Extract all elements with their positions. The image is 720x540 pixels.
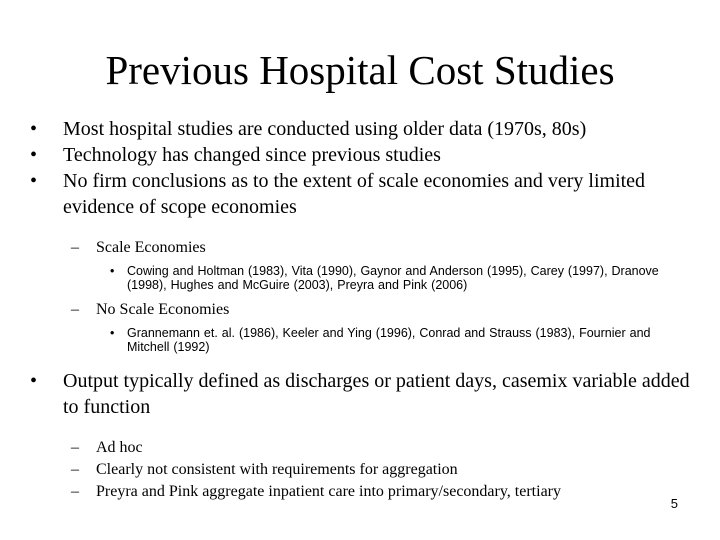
sub-bullet-text: Preyra and Pink aggregate inpatient care into primary/secondary, tertiary: [96, 483, 561, 500]
dash-bullet-icon: –: [71, 239, 79, 256]
slide-title: Previous Hospital Cost Studies: [105, 47, 615, 93]
bullet-text: Technology has changed since previous studies: [63, 144, 441, 166]
bullet-text: Output typically defined as discharges or patient days, casemix variable added to function: [63, 370, 690, 418]
bullet-dot-icon: •: [30, 144, 38, 166]
bullet-dot-icon: •: [110, 264, 115, 278]
bullet-text: Most hospital studies are conducted using older data (1970s, 80s): [63, 118, 587, 140]
detail-bullet-text: Grannemann et. al. (1986), Keeler and Ying (1996), Conrad and Strauss (1983), Fournier and Mitchell (1992): [127, 326, 651, 354]
bullet-dot-icon: •: [30, 370, 38, 392]
detail-bullet-item: [110, 326, 680, 354]
sub-bullet-item: [71, 438, 704, 458]
dash-bullet-icon: –: [71, 461, 79, 478]
dash-bullet-icon: –: [71, 439, 79, 456]
sub-bullet-text: Ad hoc: [96, 439, 143, 456]
bullet-dot-icon: •: [30, 170, 38, 192]
page-number: 5: [670, 496, 678, 511]
sub-bullet-text: Clearly not consistent with requirements for aggregation: [96, 461, 458, 478]
sub-bullet-item: [71, 300, 704, 320]
dash-bullet-icon: –: [71, 301, 79, 318]
sub-bullet-item: [71, 238, 704, 258]
bullet-item: [30, 116, 704, 142]
slide-content: [0, 116, 720, 502]
sub-bullet-text: Scale Economies: [96, 239, 206, 256]
detail-bullet-item: [110, 264, 680, 292]
dash-bullet-icon: –: [71, 483, 79, 500]
sub-bullet-text: No Scale Economies: [96, 301, 230, 318]
bullet-item: [30, 142, 704, 168]
sub-bullet-item: [71, 482, 704, 502]
detail-bullet-text: Cowing and Holtman (1983), Vita (1990), Gaynor and Anderson (1995), Carey (1997), Dranove (1998), Hughes and McGuire (2003), Preyra and Pink (2006): [127, 264, 659, 292]
sub-bullet-item: [71, 460, 704, 480]
bullet-dot-icon: •: [30, 118, 38, 140]
bullet-item: [30, 168, 704, 220]
bullet-item: [30, 368, 704, 420]
bullet-text: No firm conclusions as to the extent of scale economies and very limited evidence of scope economies: [63, 170, 646, 218]
bullet-dot-icon: •: [110, 326, 115, 340]
